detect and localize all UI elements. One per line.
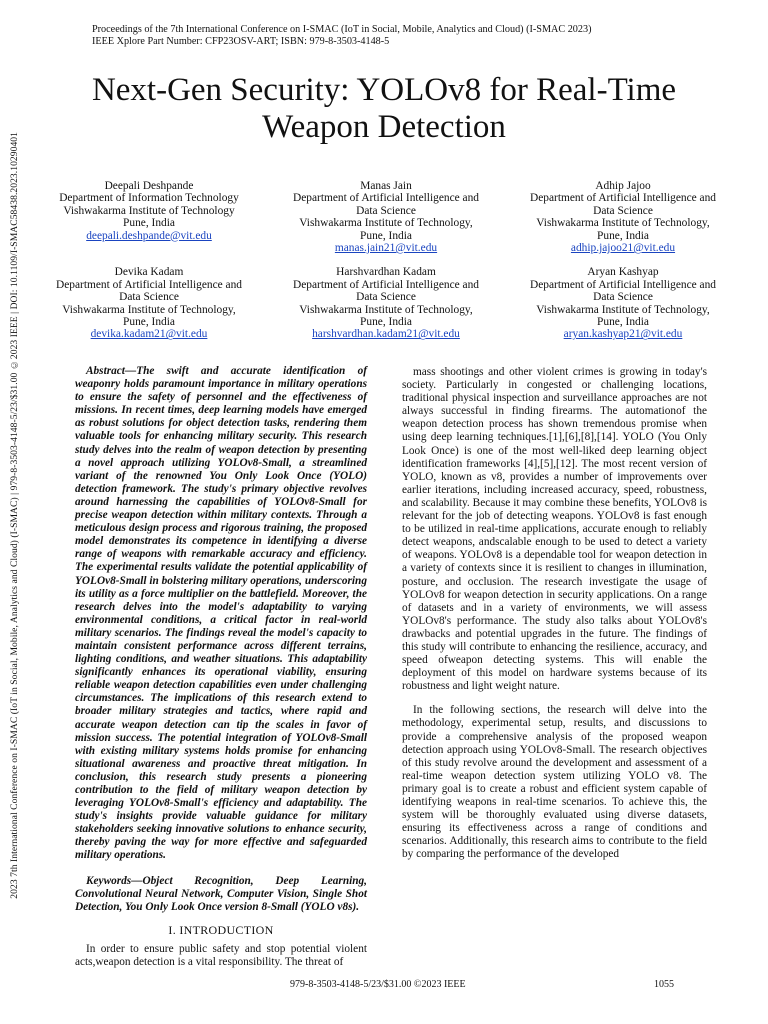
author-institute: Vishwakarma Institute of Technology, — [299, 303, 473, 316]
author-email-link[interactable]: manas.jain21@vit.edu — [334, 242, 438, 255]
author-location: Pune, India — [597, 229, 649, 242]
paper-title: Next-Gen Security: YOLOv8 for Real-Time Weapon Detection — [91, 72, 677, 145]
author-location: Pune, India — [123, 217, 175, 230]
author-grid — [44, 180, 744, 341]
author-department: Department of Artificial Intelligence and Data Science — [530, 192, 716, 217]
author-location: Pune, India — [360, 316, 412, 329]
right-column — [402, 366, 707, 861]
abstract: Abstract—The swift and accurate identification of weaponry holds paramount importance in military operations to ensure the safety of personnel and the effectiveness of missions. In recent times, deep learning models have emerged as robust solutions for object detection tasks, rendering them valuable tools for enhancing military security. This research study delves into the realm of weapon detection by presenting a novel approach utilizing YOLOv8-Small, a streamlined variant of the renowned You Only Look Once (YOLO) detection framework. The study's primary objective revolves around harnessing the capabilities of YOLOv8-Small for precise weapon detection within military contexts. Through a meticulous design process and rigorous training, the proposed model demonstrates its competence in identifying a diverse range of weapons with remarkable accuracy and efficiency. The experimental results validate the potential applicability of YOLOv8-Small in bolstering military operations, underscoring its utility as a force multiplier on the battlefield. Moreover, the research delves into the model's adaptability to varying environmental conditions, a critical factor in real-world military scenarios. The findings reveal the model's capacity to maintain consistent performance across different terrains, lighting conditions, and weather situations. This adaptability significantly enhances its operational viability, ensuring reliable weapon detection capabilities even under challenging circumstances. The implications of this research extend to broader military strategies and tactics, where rapid and accurate weapon detection can tip the scales in favor of mission success. The potential integration of YOLOv8-Small with existing military systems holds promise for enhancing situational awareness and proactive threat mitigation. In conclusion, this research study presents a pioneering contribution to the field of military weapon detection by leveraging YOLOv8-Small's efficiency and adaptability. The study's insights provide valuable guidance for military stakeholders seeking innovative solutions to enhance security, thereby paving the way for more effective and safeguarded military operations. — [75, 365, 367, 862]
author-email-link[interactable]: harshvardhan.kadam21@vit.edu — [312, 328, 460, 341]
author-institute: Vishwakarma Institute of Technology, — [299, 217, 473, 230]
intro-paragraph: In the following sections, the research will delve into the methodology, experimental setup, results, and discussions to provide a comprehensive analysis of the proposed weapon detection approach using YOLOv8-Small. The research objectives of this study revolve around the development and assessment of a real-time weapon detection system utilizing YOLO v8. The primary goal is to create a robust and efficient system capable of identifying weapons in real-time scenarios. To achieve this, the system will be thoroughly evaluated using diverse datasets, ensuring its effectiveness across a range of conditions and scenarios. Additionally, this research aims to contribute to the field by comparing the performance of the developed — [402, 704, 707, 861]
author-name: Deepali Deshpande — [104, 180, 194, 192]
author-email-link[interactable]: aryan.kashyap21@vit.edu — [563, 328, 683, 341]
author-department: Department of Artificial Intelligence and Data Science — [293, 278, 479, 304]
author-block — [281, 266, 491, 340]
section-heading-introduction: I. INTRODUCTION — [168, 922, 274, 937]
author-location: Pune, India — [360, 229, 412, 242]
conference-header-line1: Proceedings of the 7th International Conference on I-SMAC (IoT in Social, Mobile, Analytics and Cloud) (I-SMAC 2023) — [92, 24, 592, 35]
author-block — [44, 180, 254, 254]
conference-header-line2: IEEE Xplore Part Number: CFP23OSV-ART; ISBN: 979-8-3503-4148-5 — [92, 36, 390, 47]
author-department: Department of Artificial Intelligence and Data Science — [293, 192, 479, 217]
author-name: Adhip Jajoo — [595, 180, 651, 192]
author-department: Department of Artificial Intelligence and Data Science — [56, 278, 242, 304]
author-name: Harshvardhan Kadam — [336, 266, 436, 279]
author-location: Pune, India — [597, 316, 649, 329]
author-department: Department of Information Technology — [59, 192, 239, 205]
author-email-link[interactable]: deepali.deshpande@vit.edu — [86, 229, 212, 242]
conference-header — [92, 24, 732, 48]
author-block — [518, 266, 728, 340]
keywords: Keywords—Object Recognition, Deep Learning, Convolutional Neural Network, Computer Vision, Single Shot Detection, You Only Look Once version 8-Small (YOLO v8s). — [75, 874, 367, 913]
author-name: Devika Kadam — [114, 266, 184, 279]
author-block — [44, 266, 254, 340]
footer-isbn: 979-8-3503-4148-5/23/$31.00 ©2023 IEEE — [290, 979, 466, 990]
author-email-link[interactable]: adhip.jajoo21@vit.edu — [570, 242, 676, 255]
side-doi-banner — [4, 130, 24, 900]
left-column — [75, 365, 367, 969]
author-location: Pune, India — [123, 316, 175, 329]
author-institute: Vishwakarma Institute of Technology, — [536, 217, 710, 230]
author-block — [281, 180, 491, 254]
author-email-link[interactable]: devika.kadam21@vit.edu — [90, 328, 208, 341]
side-doi-text: 2023 7th International Conference on I-SMAC (IoT in Social, Mobile, Analytics and Cloud) (I-SMAC) | 979-8-3503-4148-5/23/$31.00 ©2023 IEEE | DOI: 10.1109/I-SMAC58438.2023.10290401 — [8, 131, 20, 899]
page-number: 1055 — [654, 979, 674, 990]
author-institute: Vishwakarma Institute of Technology, — [62, 303, 236, 316]
author-name: Aryan Kashyap — [587, 266, 659, 279]
intro-paragraph: mass shootings and other violent crimes is growing in today's society. Particularly in congested or challenging locations, traditional physical inspection and surveillance approaches are not always successful in finding firearms. The automationof the weapon detection process has shown tremendous promise when using deep learning techniques.[1],[6],[8],[14]. YOLO (You Only Look Once) is one of the most well-liked deep learning object identification frameworks [4],[5],[12]. The most recent version of YOLO, known as v8, provides a number of improvements over earlier iterations, including increased accuracy, speed, robustness, and scalability. Because it may combine these benefits, YOLOv8 is relevant for the job of detecting weapons. YOLOv8 is fast enough to be utilized in real-time applications, accurate enough to reliably detect weapons, andscalable enough to be used to detect a variety of weapons. YOLOv8 is a dependable tool for weapon detection in a variety of contexts since it is resilient to changes in illumination, posture, and occlusion. The research investigate the usage of YOLOv8 for weapon detection in security applications. On a range of datasets and in a variety of environments, we will assess YOLOv8's performance. The study also talks about YOLOv8's drawbacks and potential upgrades in the future. The findings of this study will contribute to enhancing the resilience, accuracy, and speed ofweapon detecting systems. This will enable the deployment of this model on hardware systems because of its robustness and light weight nature. — [402, 366, 707, 693]
author-department: Department of Artificial Intelligence and Data Science — [530, 278, 716, 304]
author-name: Manas Jain — [360, 180, 412, 192]
author-institute: Vishwakarma Institute of Technology, — [536, 303, 710, 316]
intro-paragraph: In order to ensure public safety and stop potential violent acts,weapon detection is a vital responsibility. The threat of — [75, 942, 367, 969]
author-block — [518, 180, 728, 254]
author-institute: Vishwakarma Institute of Technology — [63, 204, 235, 217]
